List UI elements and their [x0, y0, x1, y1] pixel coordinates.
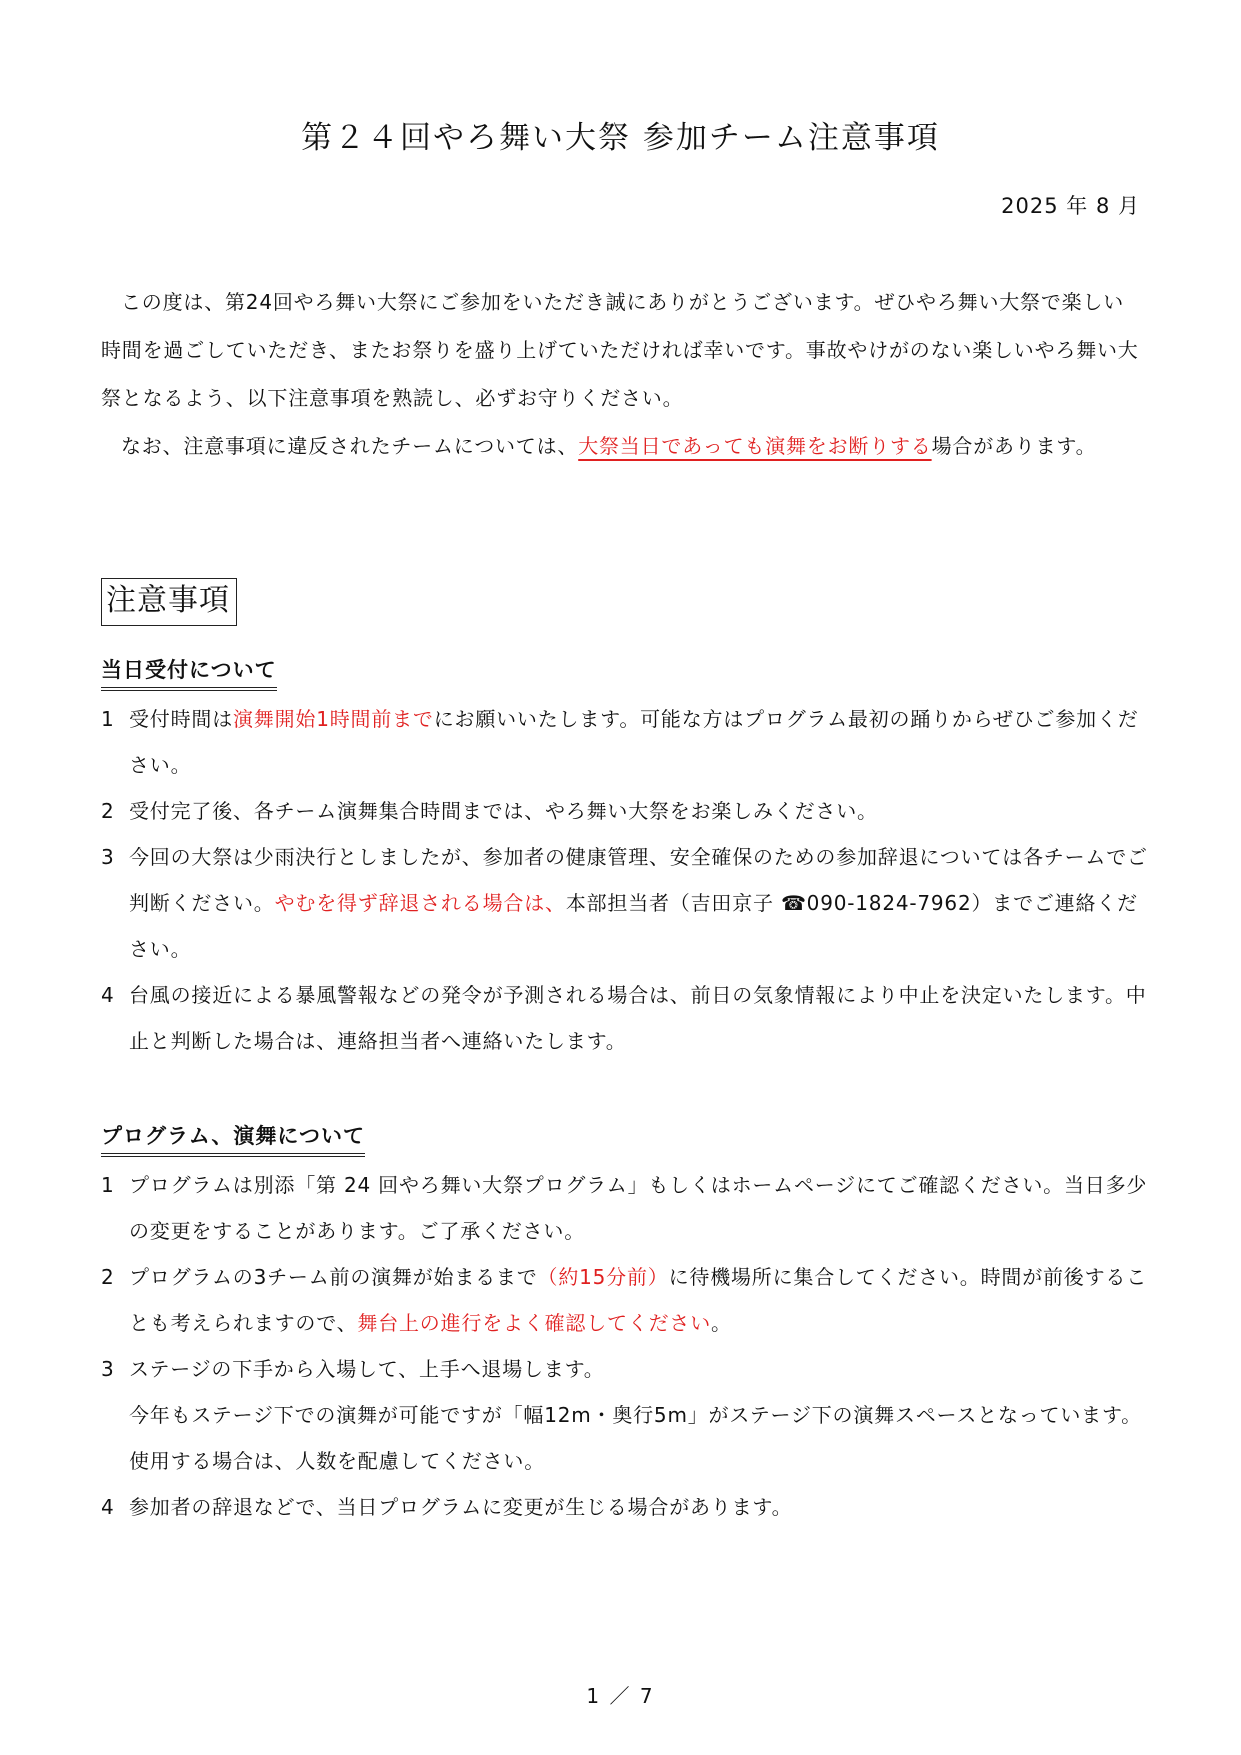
reception-item-2: [101, 788, 1151, 834]
page-title: 第２４回やろ舞い大祭 参加チーム注意事項: [301, 120, 940, 156]
item-number: 3: [101, 845, 115, 869]
item-text: 台風の接近による暴風警報などの発令が予測される場合は、前日の気象情報により中止を決定いたします。中止と判断した場合は、連絡担当者へ連絡いたします。: [129, 983, 1147, 1053]
reception-item-3: [101, 834, 1151, 972]
intro-paragraph-1: この度は、第24回やろ舞い大祭にご参加をいただき誠にありがとうございます。ぜひやろ舞い大祭で楽しい時間を過ごしていただき、またお祭りを盛り上げていただければ幸いです。事故やけがのない楽しいやろ舞い大祭となるよう、以下注意事項を熟読し、必ずお守りください。: [101, 290, 1139, 410]
program-item-2: [101, 1254, 1151, 1346]
intro-section: [101, 278, 1141, 470]
reception-heading: 当日受付について: [101, 656, 277, 691]
item-text: プログラムは別添「第 24 回やろ舞い大祭プログラム」もしくはホームページにてご確認ください。当日多少の変更をすることがあります。ご了承ください。: [129, 1173, 1148, 1243]
item-text-warning: やむを得ず辞退される場合は、: [274, 891, 566, 915]
item-number: 2: [101, 799, 115, 823]
item-text: 受付完了後、各チーム演舞集合時間までは、やろ舞い大祭をお楽しみください。: [129, 799, 878, 823]
item-text-after: 。: [711, 1311, 732, 1335]
page-number: 1 ／ 7: [586, 1684, 655, 1708]
document-date: 2025 年 8 月: [1001, 194, 1140, 218]
reception-list: [101, 696, 1151, 1064]
reception-item-4: [101, 972, 1151, 1064]
item-text-warning-1: （約15分前）: [537, 1265, 669, 1289]
item-number: 4: [101, 1495, 115, 1519]
intro-paragraph-2: [101, 422, 1141, 470]
program-item-3: [101, 1346, 1151, 1484]
item-text-after: 本部担当者（吉田京子 ☎090-1824-7962）までご連絡ください。: [129, 891, 1138, 961]
item-text-after: にお願いいたします。可能な方はプログラム最初の踊りからぜひご参加ください。: [129, 707, 1139, 777]
program-list: [101, 1162, 1151, 1530]
item-text-before: プログラムの3チーム前の演舞が始まるまで: [129, 1265, 538, 1289]
reception-item-1: [101, 696, 1151, 788]
item-text-line-1: ステージの下手から入場して、上手へ退場します。: [129, 1357, 605, 1381]
item-number: 2: [101, 1265, 115, 1289]
item-number: 1: [101, 707, 115, 731]
item-number: 4: [101, 983, 115, 1007]
item-text: 参加者の辞退などで、当日プログラムに変更が生じる場合があります。: [129, 1495, 793, 1519]
item-number: 1: [101, 1173, 115, 1197]
intro-p2-before: なお、注意事項に違反されたチームについては、: [121, 434, 579, 458]
program-item-4: [101, 1484, 1151, 1530]
item-text-warning: 演舞開始1時間前まで: [233, 707, 434, 731]
item-number: 3: [101, 1357, 115, 1381]
program-item-1: [101, 1162, 1151, 1254]
notes-heading: 注意事項: [101, 578, 237, 626]
item-text-before: 今回の大祭は少雨決行としましたが、参加者の健康管理、安全確保のための参加辞退については各チームでご判断ください。: [129, 845, 1148, 915]
item-text-middle: に待機場所に集合してください。時間が前後することも考えられますので、: [129, 1265, 1147, 1335]
program-heading: プログラム、演舞について: [101, 1122, 365, 1157]
item-text-line-2: 今年もステージ下での演舞が可能ですが「幅12m・奥行5m」がステージ下の演舞スペースとなっています。使用する場合は、人数を配慮してください。: [129, 1403, 1142, 1473]
intro-p2-warning: 大祭当日であっても演舞をお断りする: [578, 434, 932, 458]
item-text-warning-2: 舞台上の進行をよく確認してください: [357, 1311, 712, 1335]
intro-p2-after: 場合があります。: [931, 434, 1097, 458]
item-text-before: 受付時間は: [129, 707, 233, 731]
